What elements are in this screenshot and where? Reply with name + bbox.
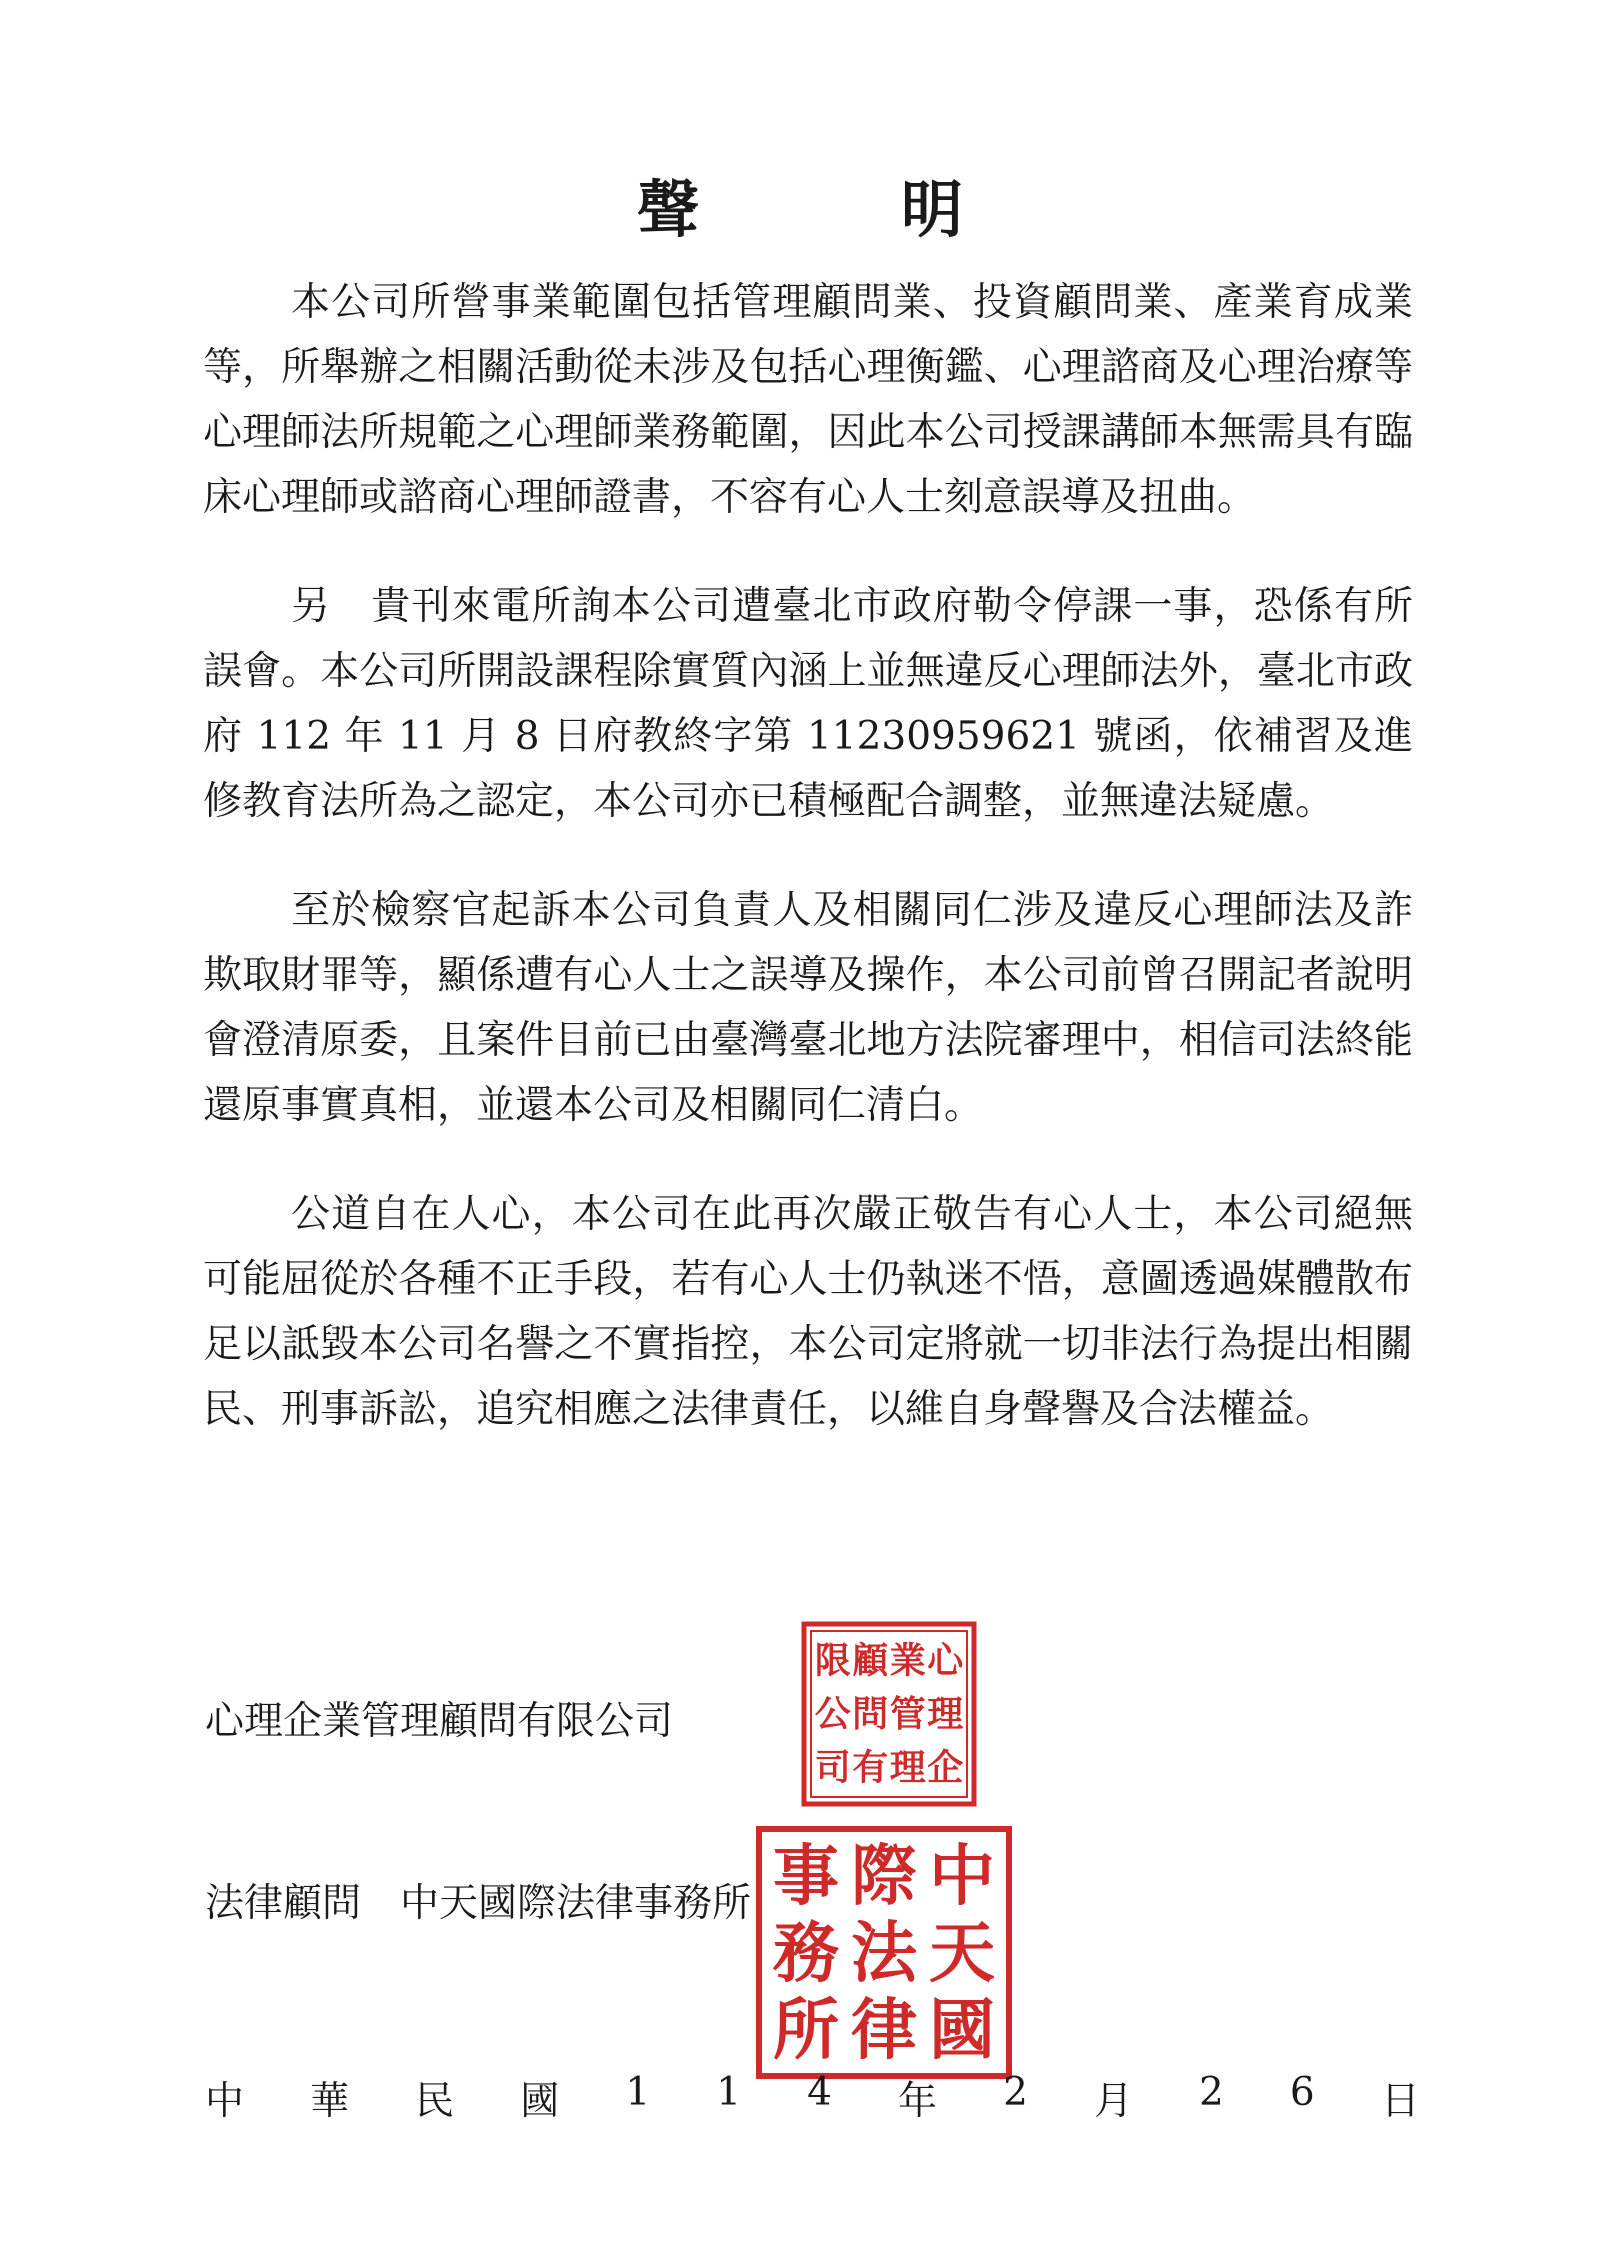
seal-char: 國 <box>929 1990 995 2069</box>
seal-char: 公 <box>814 1693 851 1735</box>
company-seal <box>800 1620 978 1808</box>
law-firm-seal <box>755 1825 1013 2080</box>
firm-seal-lettering <box>772 1837 995 2069</box>
seal-char: 所 <box>773 1990 839 2069</box>
seal-char: 有 <box>852 1746 889 1789</box>
seal-char: 務 <box>773 1913 839 1992</box>
date-char: 國 <box>520 2079 560 2124</box>
seal-char: 際 <box>851 1836 917 1915</box>
seal-char: 法 <box>851 1913 917 1992</box>
seal-char: 司 <box>814 1746 851 1789</box>
seal-char: 天 <box>929 1913 995 1992</box>
date-char: 1 <box>716 2070 742 2115</box>
legal-counsel: 法律顧問 中天國際法律事務所 <box>205 1881 752 1926</box>
seal-char: 企 <box>927 1746 964 1789</box>
seal-char: 心 <box>927 1639 964 1682</box>
seal-char: 理 <box>927 1693 964 1735</box>
paragraph-3: 至於檢察官起訴本公司負責人及相關同仁涉及違反心理師法及詐欺取財罪等，顯係遭有心人士之誤導及操作，本公司前曾召開記者說明會澄清原委，且案件目前已由臺灣臺北地方法院審理中，相信司法終能還原事實真相，並還本公司及相關同仁清白。 <box>203 888 1413 1128</box>
date-char: 2 <box>1003 2070 1028 2115</box>
seal-char: 顧 <box>852 1639 889 1682</box>
seal-char: 理 <box>889 1746 926 1789</box>
date-char: 民 <box>415 2079 455 2124</box>
date-char: 年 <box>897 2079 937 2124</box>
seal-char: 管 <box>889 1693 926 1735</box>
seal-char: 限 <box>814 1639 851 1682</box>
seal-char: 事 <box>773 1836 839 1915</box>
seal-char: 中 <box>929 1836 995 1915</box>
company-name: 心理企業管理顧問有限公司 <box>205 1699 674 1744</box>
paragraph-1: 本公司所營事業範圍包括管理顧問業、投資顧問業、產業育成業等，所舉辦之相關活動從未涉及包括心理衡鑑、心理諮商及心理治療等心理師法所規範之心理師業務範圍，因此本公司授課講師本無需具有臨床心理師或諮商心理師證書，不容有心人士刻意誤導及扭曲。 <box>203 280 1413 520</box>
seal-char: 業 <box>889 1639 926 1682</box>
seal-char: 問 <box>852 1693 889 1735</box>
date-char: 2 <box>1199 2070 1224 2115</box>
date-char: 1 <box>625 2070 651 2115</box>
date-char: 6 <box>1289 2070 1315 2115</box>
paragraph-4: 公道自在人心，本公司在此再次嚴正敬告有心人士，本公司絕無可能屈從於各種不正手段，若有心人士仍執迷不悟，意圖透過媒體散布足以詆毀本公司名譽之不實指控，本公司定將就一切非法行為提出相關民、刑事訴訟，追究相應之法律責任，以維自身聲譽及合法權益。 <box>203 1192 1413 1432</box>
date-char: 華 <box>310 2079 350 2124</box>
date-char: 4 <box>807 2070 832 2115</box>
date-char: 月 <box>1093 2079 1133 2124</box>
paragraph-2: 另 貴刊來電所詢本公司遭臺北市政府勒令停課一事，恐係有所誤會。本公司所開設課程除實質內涵上並無違反心理師法外，臺北市政府 112 年 11 月 8 日府教終字第 11230959621 號函，依補習及進修教育法所為之認定，本公司亦已積極配合調整，並無違法疑慮。 <box>203 584 1413 824</box>
seal-char: 律 <box>851 1990 917 2069</box>
date-char: 日 <box>1380 2079 1420 2124</box>
date-char: 中 <box>205 2079 245 2124</box>
document-title: 聲 明 <box>636 173 1033 246</box>
document-date <box>205 2070 1420 2126</box>
company-seal-lettering <box>815 1640 966 1789</box>
statement-body <box>203 270 1413 1486</box>
